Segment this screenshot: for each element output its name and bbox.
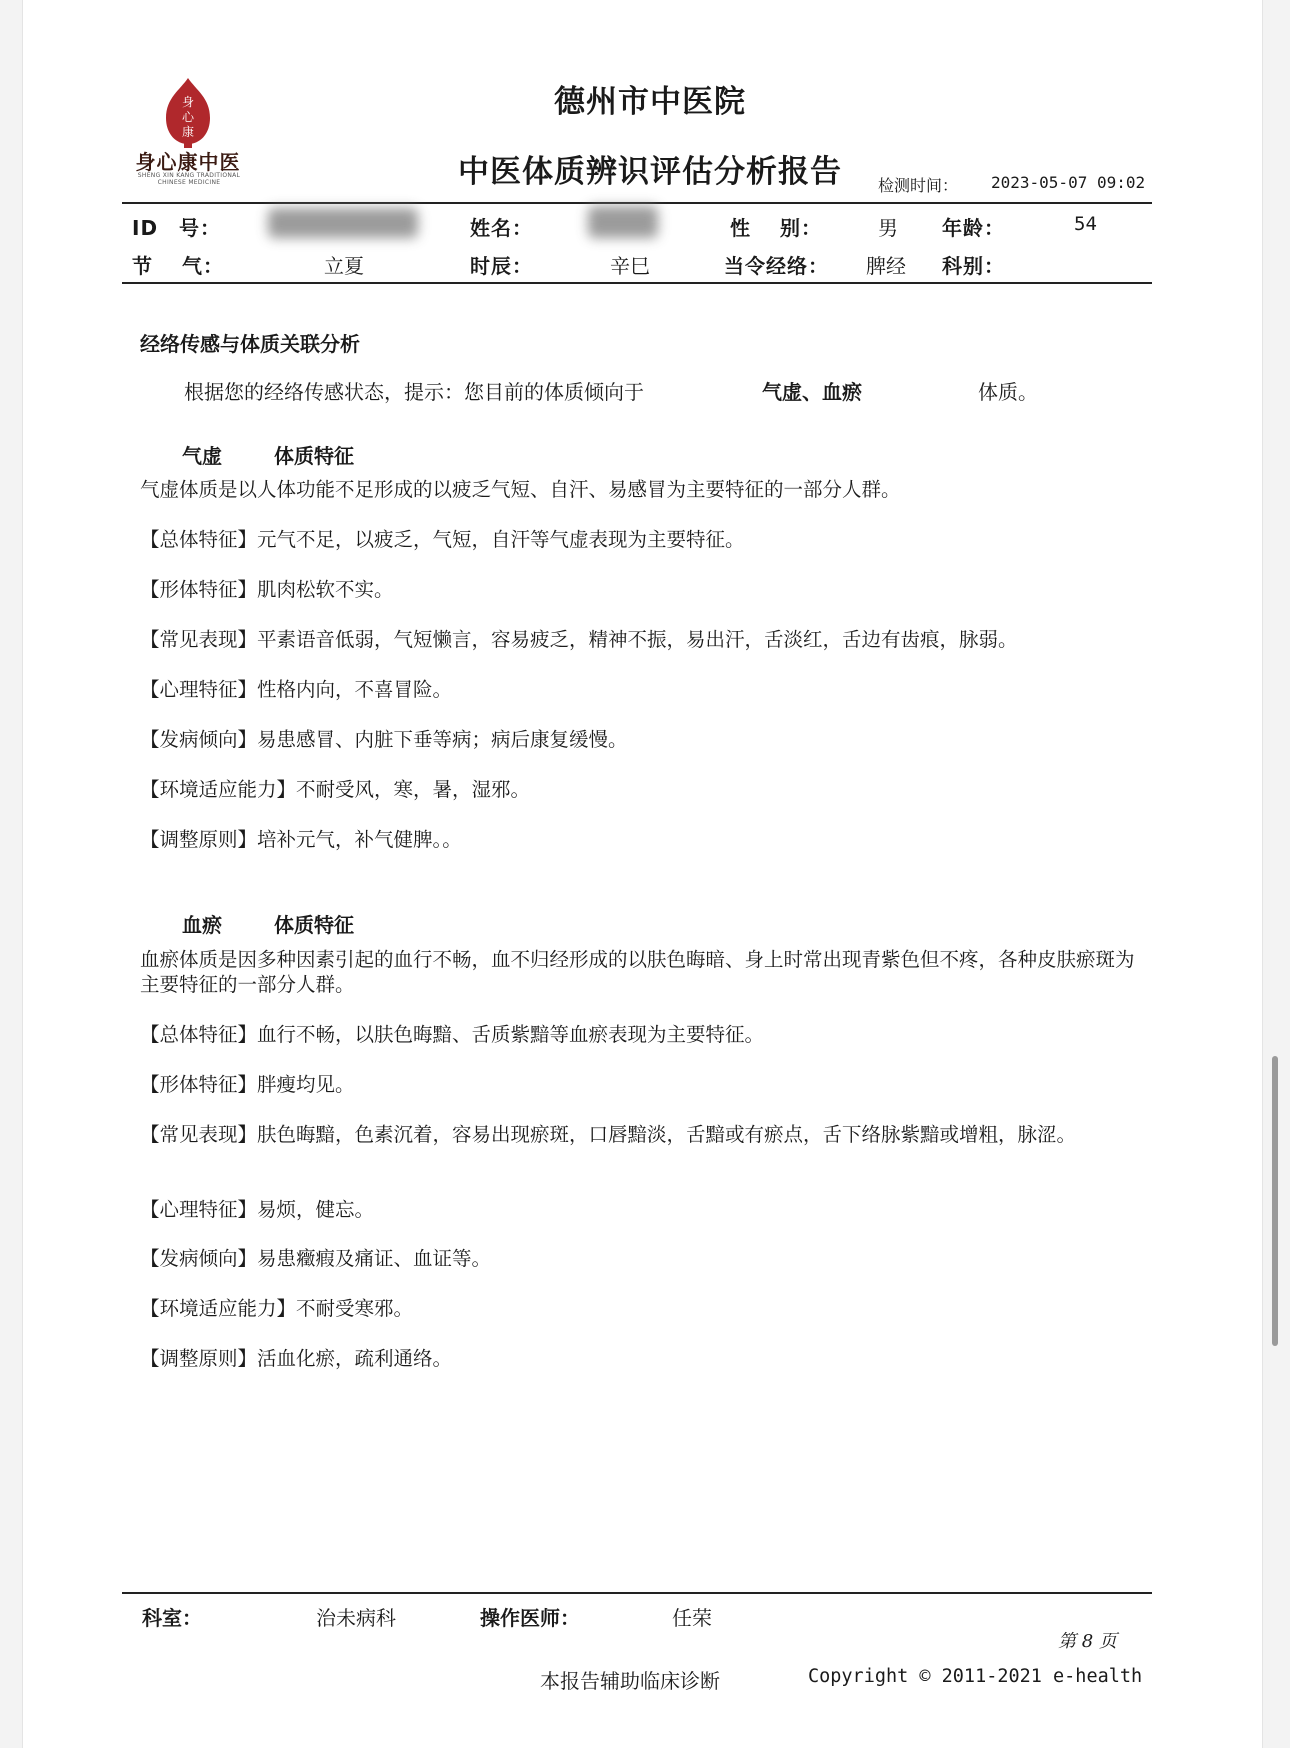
scrollbar-thumb[interactable] [1272, 1056, 1278, 1346]
list-item: 【环境适应能力】不耐受寒邪。 [140, 1297, 414, 1320]
name-redacted [588, 206, 658, 238]
footer-rule [122, 1592, 1152, 1594]
section-heading: 体质特征 [274, 913, 354, 937]
name-label: 姓名： [470, 216, 533, 240]
department-label: 科别： [942, 254, 1005, 278]
section-intro: 血瘀体质是因多种因素引起的血行不畅，血不归经形成的以肤色晦暗、身上时常出现青紫色但不疼，各种皮肤瘀斑为主要特征的一部分人群。 [140, 948, 1135, 996]
footer-note: 本报告辅助临床诊断 [540, 1669, 720, 1693]
exam-time-label: 检测时间： [878, 176, 959, 195]
svg-text:心: 心 [181, 110, 195, 124]
hour-value: 辛巳 [610, 254, 650, 278]
list-item: 【调整原则】培补元气，补气健脾。。 [140, 828, 462, 851]
viewer-scrollbar-track[interactable] [1262, 0, 1290, 1748]
section-name: 血瘀 [182, 913, 222, 937]
list-item: 【环境适应能力】不耐受风，寒，暑，湿邪。 [140, 778, 531, 801]
header-bottom-rule [122, 282, 1152, 284]
copyright: Copyright © 2011-2021 e-health [808, 1666, 1143, 1687]
viewer-left-margin [0, 0, 23, 1748]
logo-seal-icon [128, 76, 248, 148]
constitution-result: 气虚、血瘀 [762, 380, 862, 404]
logo-subtitle: SHENG XIN KANG TRADITIONAL CHINESE MEDICINE [137, 172, 241, 186]
footer-doctor-label: 操作医师： [480, 1606, 580, 1630]
id-label: ID 号： [132, 216, 222, 240]
sex-label: 性 别： [730, 216, 822, 240]
age-value: 54 [1074, 213, 1097, 235]
list-item: 【发病倾向】易患感冒、内脏下垂等病；病后康复缓慢。 [140, 728, 628, 751]
exam-time-value: 2023-05-07 09:02 [991, 173, 1146, 192]
meridian-value: 脾经 [866, 254, 906, 278]
sex-value: 男 [878, 216, 898, 240]
solar-term-value: 立夏 [324, 254, 364, 278]
section-heading: 体质特征 [274, 444, 354, 468]
hospital-name: 德州市中医院 [554, 84, 746, 120]
solar-term-label: 节 气： [132, 254, 224, 278]
logo-name: 身心康中医 [135, 150, 241, 174]
id-redacted [268, 208, 418, 238]
list-item: 【常见表现】平素语音低弱，气短懒言，容易疲乏，精神不振，易出汗，舌淡红，舌边有齿痕，脉弱。 [140, 628, 1018, 651]
header-top-rule [122, 202, 1152, 204]
report-title: 中医体质辨识评估分析报告 [458, 154, 842, 190]
svg-text:身: 身 [181, 95, 195, 109]
footer-doctor-value: 任荣 [672, 1606, 712, 1630]
list-item: 【心理特征】性格内向，不喜冒险。 [140, 678, 453, 701]
analysis-suffix: 体质。 [978, 380, 1038, 404]
analysis-title: 经络传感与体质关联分析 [140, 332, 360, 356]
list-item: 【发病倾向】易患癥瘕及痛证、血证等。 [140, 1247, 492, 1270]
page-number: 第 8 页 [1058, 1631, 1117, 1652]
meridian-label: 当令经络： [724, 254, 829, 278]
footer-dept-label: 科室： [142, 1606, 202, 1630]
list-item: 【总体特征】元气不足，以疲乏，气短，自汗等气虚表现为主要特征。 [140, 528, 745, 551]
hour-label: 时辰： [470, 254, 533, 278]
list-item: 【心理特征】易烦，健忘。 [140, 1198, 375, 1221]
section-name: 气虚 [182, 444, 222, 468]
list-item: 【形体特征】胖瘦均见。 [140, 1073, 355, 1096]
list-item: 【常见表现】肤色晦黯，色素沉着，容易出现瘀斑，口唇黯淡，舌黯或有瘀点，舌下络脉紫黯或增粗，脉涩。 [140, 1123, 1077, 1146]
list-item: 【形体特征】肌肉松软不实。 [140, 578, 394, 601]
section-intro: 气虚体质是以人体功能不足形成的以疲乏气短、自汗、易感冒为主要特征的一部分人群。 [140, 478, 901, 501]
analysis-prompt: 根据您的经络传感状态，提示：您目前的体质倾向于 [184, 380, 644, 404]
footer-dept-value: 治未病科 [316, 1606, 396, 1630]
svg-text:康: 康 [181, 125, 195, 139]
list-item: 【调整原则】活血化瘀，疏利通络。 [140, 1347, 453, 1370]
list-item: 【总体特征】血行不畅，以肤色晦黯、舌质紫黯等血瘀表现为主要特征。 [140, 1023, 765, 1046]
hospital-logo [128, 76, 248, 186]
age-label: 年龄： [942, 216, 1005, 240]
